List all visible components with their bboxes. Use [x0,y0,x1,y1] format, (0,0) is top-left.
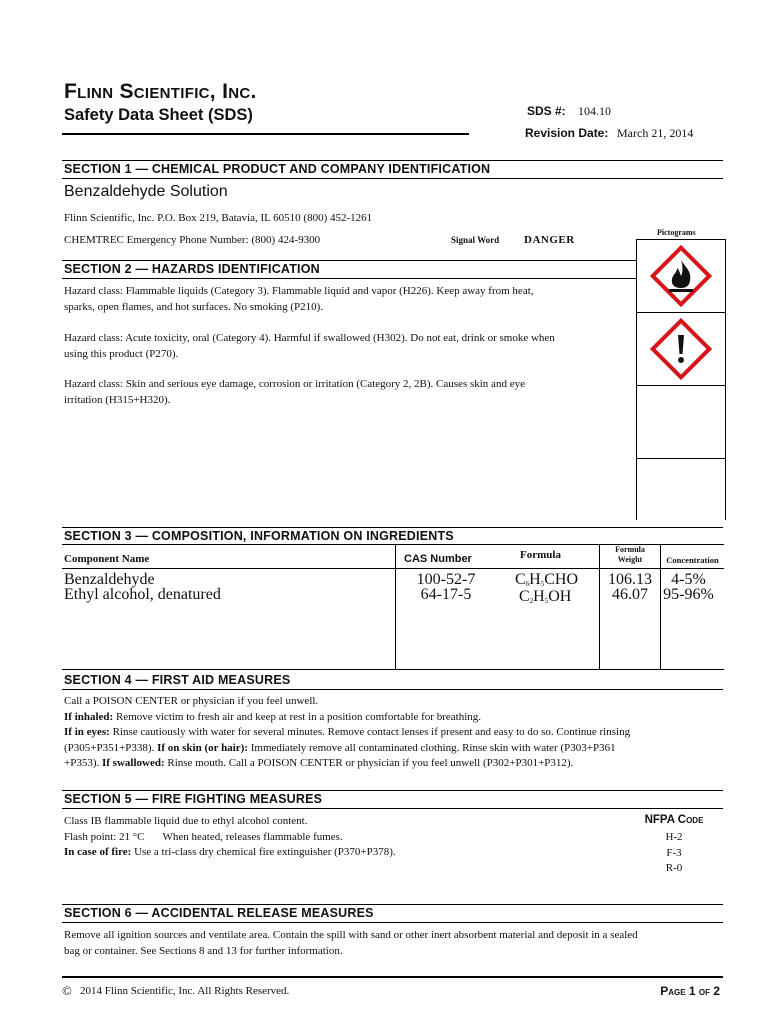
pictogram-cell-4 [637,459,725,523]
header-rule [62,133,469,135]
header-concentration: Concentration [666,555,719,565]
section-rule [62,808,723,809]
pictograms-label: Pictograms [657,228,696,237]
header-cas: CAS Number [404,553,472,565]
section-rule [62,922,723,923]
row-1-weight: 106.13 [608,571,652,588]
company-name: Flinn Scientific, Inc. [64,80,257,103]
row-1-cas: 100-52-7 [416,571,476,588]
sds-number: 104.10 [578,104,611,118]
revision-date: March 21, 2014 [617,126,694,140]
section-rule [62,278,636,279]
accidental-release-text: Remove all ignition sources and ventilate area. Contain the spill with sand or other inert absorbent material and deposit in a sealed bag or container. See Sections 8 and 13 for further information. [64,929,638,957]
row-1-formula: $C_6H_5CHO$ [515,571,579,588]
row-2-concentration: 95-96% [663,586,714,603]
hazard-irritation: Hazard class: Skin and serious eye damage, corrosion or irritation (Category 2, 2B). Causes skin and eye irritation (H315+H320). [64,378,525,406]
nfpa-health: H-2 [665,831,683,843]
section-5-title: SECTION 5 — FIRE FIGHTING MEASURES [64,792,323,806]
row-2-weight: 46.07 [612,586,648,603]
section-4-title: SECTION 4 — FIRST AID MEASURES [64,673,291,687]
row-1-name: Benzaldehyde [64,571,155,588]
section-rule [62,527,723,528]
section-rule [62,178,723,179]
nfpa-values [634,830,714,877]
hazard-toxicity: Hazard class: Acute toxicity, oral (Category 4). Harmful if swallowed (H302). Do not eat, drink or smoke when using this product (P270). [64,332,555,360]
section-rule [62,260,636,261]
footer-rule [62,976,723,978]
section-rule [62,790,723,791]
section-rule [62,160,723,161]
header-formula: Formula [520,549,561,561]
row-2-cas: 64-17-5 [420,586,472,603]
sds-number-label: SDS #: [527,104,566,118]
nfpa-reactivity: R-0 [665,862,683,875]
pictogram-cell-1 [637,240,725,313]
signal-word: DANGER [524,234,575,246]
header-component: Component Name [64,553,150,565]
nfpa-code-label: NFPA Code [644,814,704,826]
ingredients-table [62,544,724,670]
exclamation-pictogram-icon [648,316,714,382]
page-number: Page 1 of 2 [660,984,720,998]
pictogram-column [636,239,726,520]
section-6-title: SECTION 6 — ACCIDENTAL RELEASE MEASURES [64,906,374,920]
revision-date-label: Revision Date: [525,126,609,140]
flame-pictogram-icon [648,243,714,309]
row-2-name: Ethyl alcohol, denatured [64,586,221,603]
document-type: Safety Data Sheet (SDS) [64,106,253,124]
section-rule [62,904,723,905]
section-2-title: SECTION 2 — HAZARDS IDENTIFICATION [64,262,320,276]
copyright-icon: © [62,983,72,998]
copyright: 2014 Flinn Scientific, Inc. All Rights Reserved. [80,985,290,997]
hazard-flammable: Hazard class: Flammable liquids (Category 3). Flammable liquid and vapor (H226). Keep away from heat, sparks, open flames, and hot surfaces. No smoking (P210). [64,285,534,313]
row-1-concentration: 4-5% [671,571,706,588]
emergency-phone: CHEMTREC Emergency Phone Number: (800) 424-9300 [64,234,321,246]
nfpa-flammability: F-3 [666,846,682,859]
pictogram-cell-3 [637,386,725,459]
header-formula-weight: Formula Weight [615,545,645,564]
pictogram-cell-2 [637,313,725,386]
company-address: Flinn Scientific, Inc. P.O. Box 219, Batavia, IL 60510 (800) 452-1261 [64,212,373,224]
signal-word-label: Signal Word [451,235,500,245]
section-rule [62,689,723,690]
product-name: Benzaldehyde Solution [64,183,228,200]
row-2-formula: $C_2H_5OH$ [519,588,572,605]
section-3-title: SECTION 3 — COMPOSITION, INFORMATION ON INGREDIENTS [64,529,454,543]
section-1-title: SECTION 1 — CHEMICAL PRODUCT AND COMPANY IDENTIFICATION [64,162,491,176]
first-aid-text: Call a POISON CENTER or physician if you feel unwell. If inhaled: Remove victim to fresh air and keep at rest in a position comfortable for breathing. If in eyes: Rinse cautiously with water for several minutes. Remove contact lenses if present and easy to do so. Continue rinsing (P305+P351+P338). If on skin (or hair): Immediately remove all contaminated clothing. Rinse skin with water (P303+P361 +P353). If swallowed: Rinse mouth. Call a POISON CENTER or physician if you feel unwell (P302+P301+P312). [64,695,631,770]
fire-fighting-text: Class IB flammable liquid due to ethyl alcohol content. Flash point: 21 °C When heated, releases flammable fumes. In case of fire: Use a tri-class dry chemical fire extinguisher (P370+P378). [64,815,396,859]
